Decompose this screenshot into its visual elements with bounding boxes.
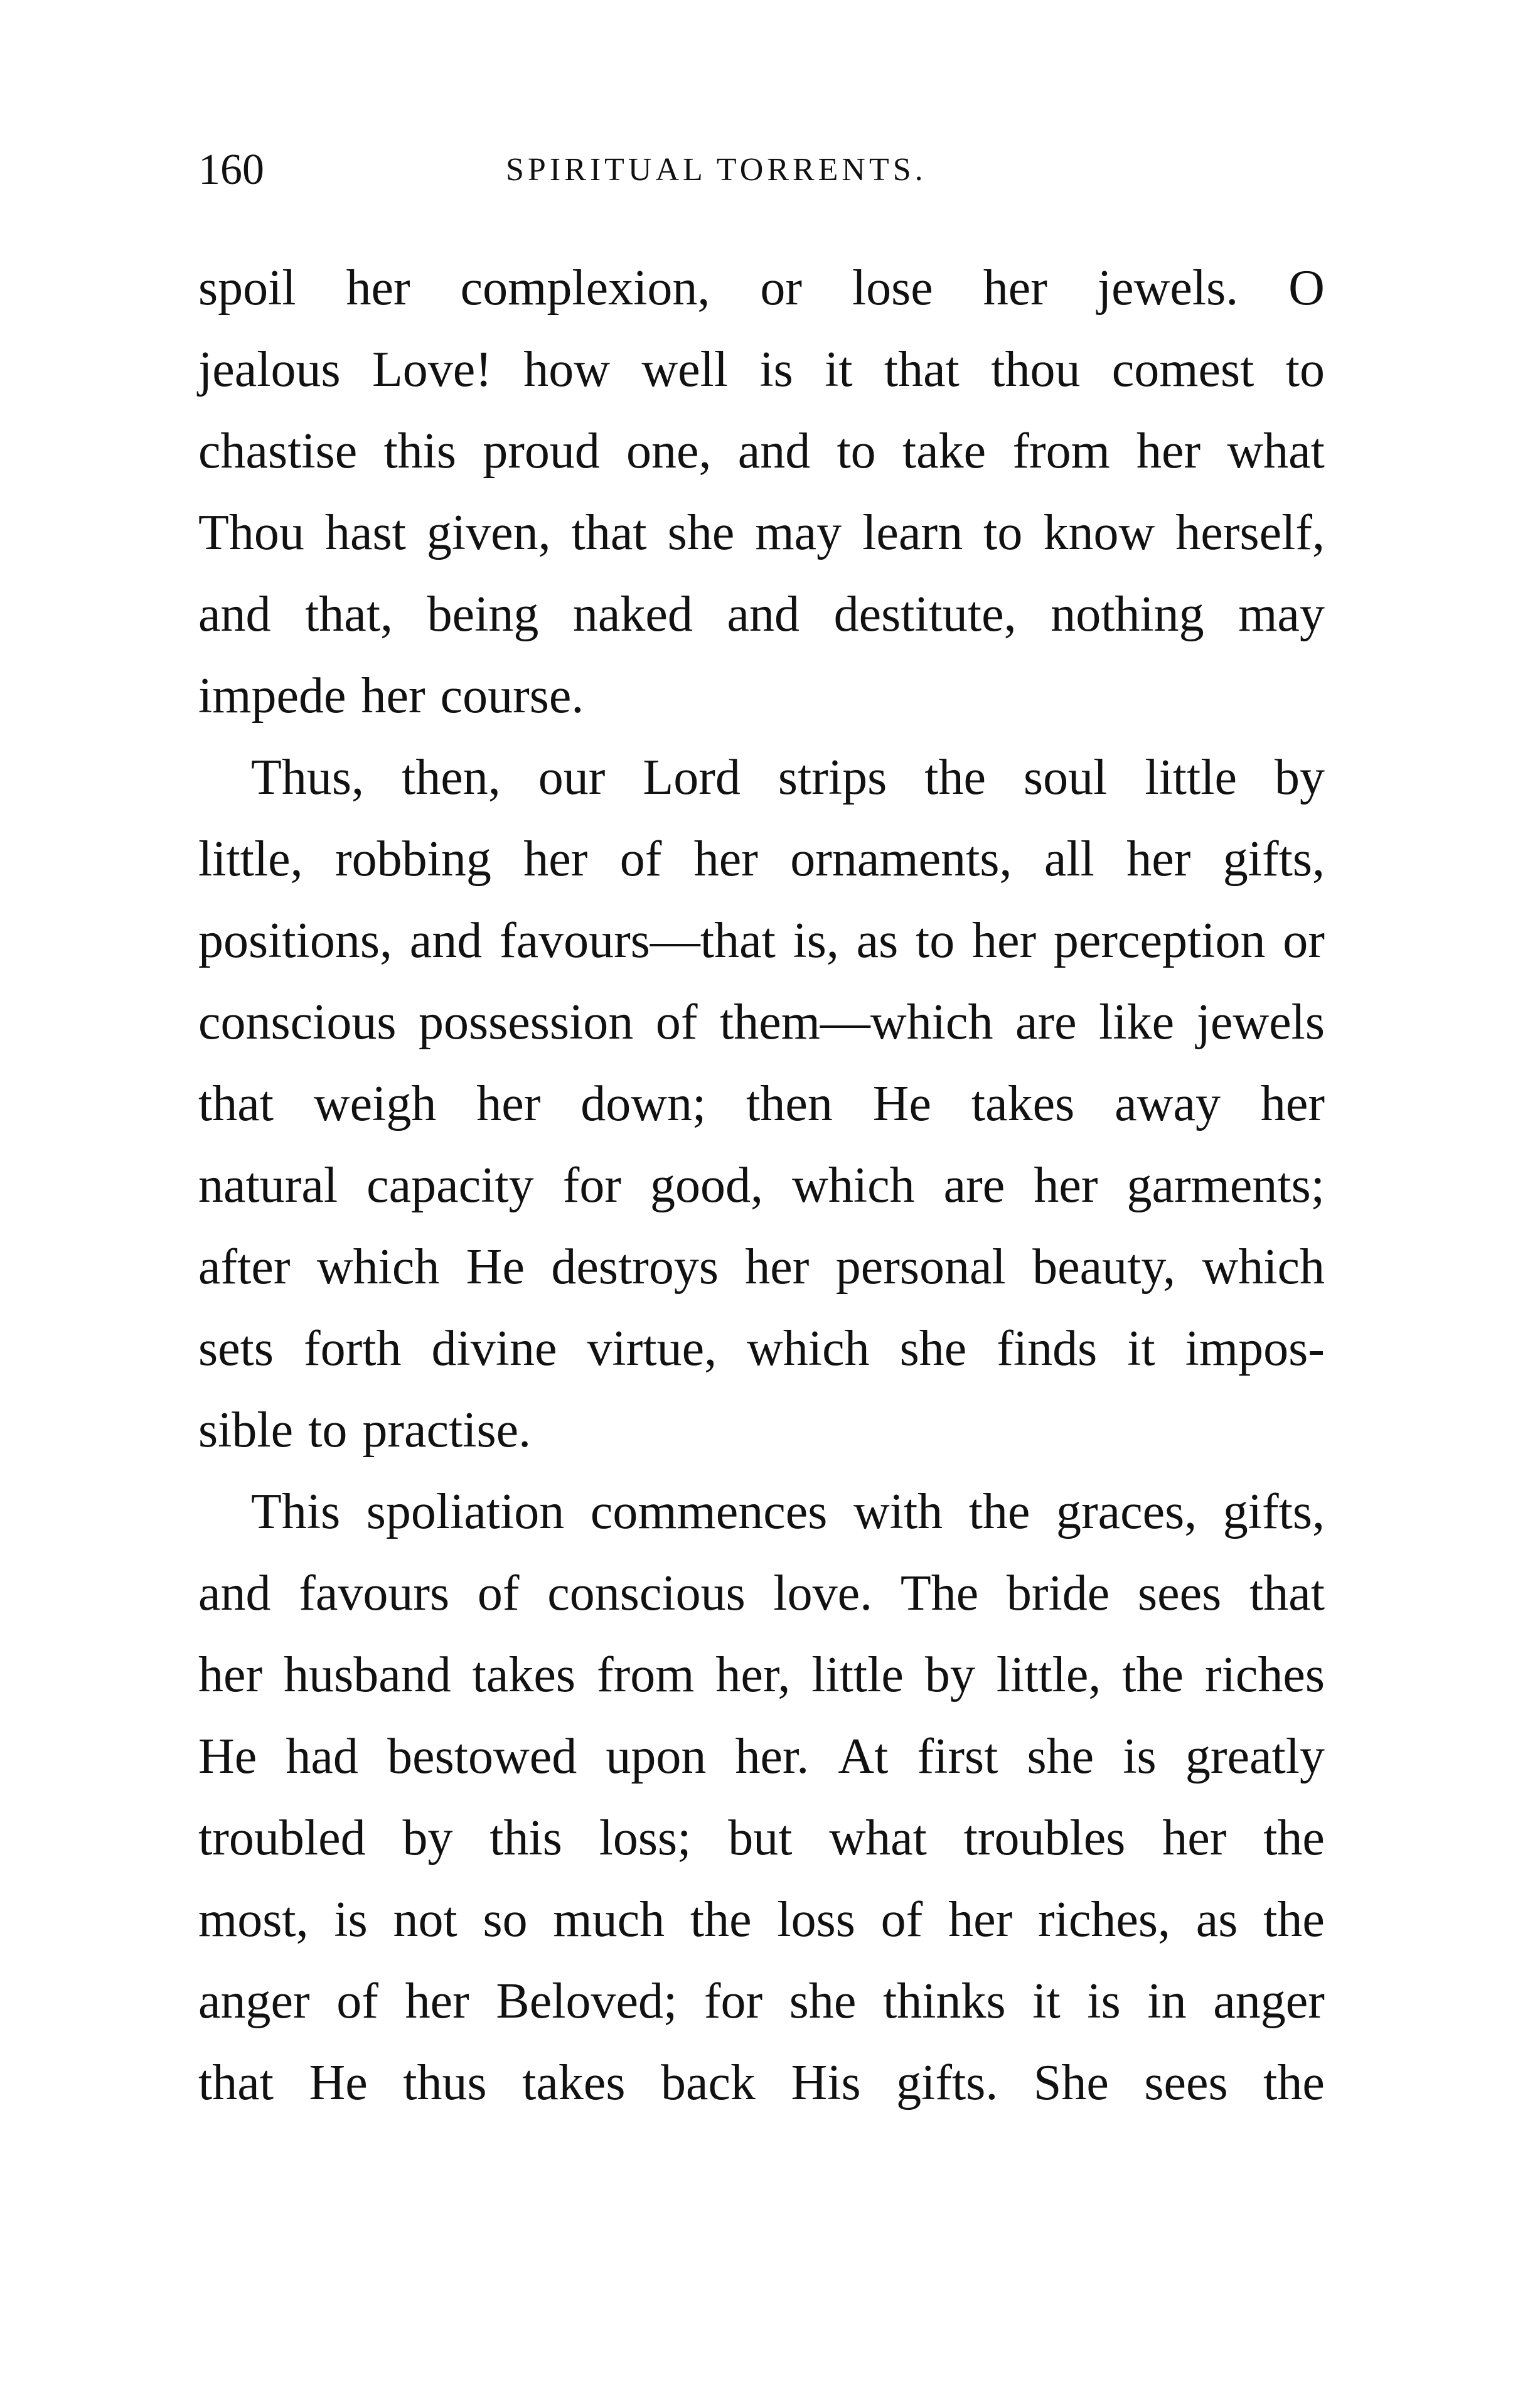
word: love. [773,1566,873,1621]
word: to [308,1403,348,1458]
word: Beloved; [496,1974,678,2029]
word: to [1285,342,1325,397]
word: the [1263,2055,1325,2110]
word: little, [198,832,303,887]
word: one, [626,424,712,479]
word: the [924,750,986,805]
word: what [1227,424,1325,479]
word: impede [198,668,346,724]
word: her [346,260,410,316]
text-line [198,1226,1325,1308]
word: naked [572,587,693,642]
word: to [983,505,1023,560]
word: the [1263,1811,1325,1866]
word: may [755,505,842,560]
word: her [361,668,425,724]
word: are [943,1158,1005,1213]
word: spoil [198,260,296,316]
word: is, [793,913,839,968]
word: for [703,1974,763,2029]
word: her [972,913,1037,968]
word: bride [1006,1566,1110,1621]
text-line [198,1960,1325,2042]
word: takes [522,2055,626,2110]
word: upon [606,1729,707,1784]
word: know [1043,505,1155,560]
word: the [690,1892,752,1947]
word: of [477,1566,520,1621]
text-line [198,1634,1325,1716]
word: she [667,505,735,560]
word: her [1162,1811,1227,1866]
word: conscious [198,995,397,1050]
word: as [856,913,899,968]
word: her [1260,1076,1325,1131]
word: commences [590,1484,828,1539]
word: her [1126,832,1191,887]
word: or [760,260,802,316]
running-title: SPIRITUAL TORRENTS. [506,152,927,188]
word: as [1195,1892,1238,1947]
word: favours [299,1566,450,1621]
word: what [829,1811,927,1866]
word: gifts, [1222,1484,1325,1539]
word: and [198,1566,271,1621]
word: and [727,587,799,642]
word: thus [403,2055,487,2110]
word: after [198,1239,291,1295]
word: take [902,424,987,479]
word: impos- [1185,1321,1325,1376]
word: capacity [366,1158,534,1213]
word: so [483,1892,528,1947]
word: sets [198,1321,274,1376]
word: herself, [1175,505,1325,560]
word: her, [715,1647,791,1703]
word: of [336,1974,378,2029]
word: which [747,1321,870,1376]
word: sible [198,1403,294,1458]
word: positions, [198,913,392,968]
word: anger [1213,1974,1325,2029]
word: from [596,1647,695,1703]
text-line [198,900,1325,982]
page-number: 160 [198,146,264,194]
word: her [405,1974,469,2029]
running-head [198,142,1322,198]
word: spoliation [366,1484,565,1539]
word: then, [402,750,501,805]
word: sees [1138,1566,1222,1621]
word: it [825,342,853,397]
text-line [198,982,1325,1063]
word: and [409,913,483,968]
word: with [853,1484,943,1539]
word: bestowed [387,1729,577,1784]
word: well [641,342,729,397]
word: takes [472,1647,576,1703]
word: soul [1023,750,1108,805]
word: destitute, [833,587,1017,642]
word: and [737,424,811,479]
word: troubles [963,1811,1126,1866]
word: to [837,424,876,479]
word: that [198,2055,274,2110]
text-line [198,818,1325,900]
word: that [571,505,647,560]
word: forth [304,1321,402,1376]
word: practise. [362,1403,532,1458]
word: strips [778,750,887,805]
word: by [402,1811,453,1866]
word: little [811,1647,904,1703]
word: virtue, [587,1321,717,1376]
word: garments; [1126,1158,1325,1213]
word: of [619,832,662,887]
text-line [198,737,1325,818]
word: or [1283,913,1325,968]
word: first [917,1729,998,1784]
text-line [198,492,1325,574]
text-line [198,329,1325,410]
word: anger [198,1974,310,2029]
word: are [1015,995,1077,1050]
text-line [198,1471,1325,1553]
word: she [899,1321,967,1376]
word: personal [835,1239,1006,1295]
word: ornaments, [790,832,1012,887]
word: that [198,1076,274,1131]
word: much [553,1892,665,1947]
word: her. [735,1729,810,1784]
word: takes [971,1076,1075,1131]
word: His [791,2055,861,2110]
word: troubled [198,1811,366,1866]
word: hast [324,505,406,560]
word: her [983,260,1047,316]
word: riches [1204,1647,1325,1703]
word: this [489,1811,562,1866]
word: that [1249,1566,1325,1621]
word: her [476,1076,541,1131]
word: the [968,1484,1030,1539]
word: and [198,587,271,642]
word: little [1145,750,1237,805]
word: natural [198,1158,338,1213]
word: Thus, [251,750,364,805]
word: loss [777,1892,855,1947]
word: this [383,424,457,479]
word: She [1033,2055,1109,2110]
text-line [198,2042,1325,2124]
word: learn [862,505,963,560]
word: jealous [198,342,341,397]
word: her [948,1892,1013,1947]
word: graces, [1056,1484,1197,1539]
word: not [393,1892,457,1947]
word: by [924,1647,975,1703]
text-line [198,410,1325,492]
word: Love! [372,342,492,397]
word: destroys [551,1239,719,1295]
word: thou [991,342,1081,397]
word: her [693,832,758,887]
word: being [427,587,539,642]
word: He [198,1729,257,1784]
word: that [884,342,960,397]
text-line [198,655,1325,737]
word: in [1147,1974,1187,2029]
word: back [660,2055,756,2110]
word: beauty, [1032,1239,1176,1295]
word: perception [1053,913,1266,968]
word: it [1032,1974,1061,2029]
word: is [1087,1974,1121,2029]
word: greatly [1185,1729,1325,1784]
word: then [746,1076,833,1131]
word: good, [650,1158,764,1213]
word: At [838,1729,889,1784]
word: her [198,1647,263,1703]
word: the [1122,1647,1184,1703]
word: down; [580,1076,707,1131]
word: which [792,1158,915,1213]
word: O [1288,260,1325,316]
word: she [789,1974,857,2029]
word: nothing [1051,587,1204,642]
word: course. [440,668,584,724]
text-line [198,1553,1325,1634]
word: the [1263,1892,1325,1947]
word: gifts. [896,2055,998,2110]
word: them—which [719,995,993,1050]
word: possession [419,995,634,1050]
word: is [759,342,793,397]
text-line [198,1308,1325,1389]
word: This [251,1484,341,1539]
word: favours—that [499,913,776,968]
word: jewels. [1097,260,1239,316]
word: by [1274,750,1325,805]
word: sees [1144,2055,1228,2110]
word: which [1202,1239,1325,1295]
word: but [728,1811,793,1866]
word: which [316,1239,440,1295]
word: proud [483,424,600,479]
word: she [1027,1729,1094,1784]
text-line [198,1716,1325,1797]
word: lose [852,260,933,316]
word: her [1136,424,1201,479]
word: from [1012,424,1110,479]
text-line [198,1879,1325,1960]
word: for [562,1158,621,1213]
word: chastise [198,424,358,479]
word: gifts, [1222,832,1325,887]
word: of [880,1892,923,1947]
word: jewels [1196,995,1325,1050]
text-line [198,574,1325,655]
word: of [655,995,698,1050]
word: most, [198,1892,309,1947]
word: conscious [547,1566,746,1621]
word: comest [1111,342,1254,397]
word: away [1115,1076,1221,1131]
text-line [198,1797,1325,1879]
word: how [523,342,611,397]
word: thinks [883,1974,1006,2029]
word: riches, [1037,1892,1170,1947]
word: husband [284,1647,451,1703]
word: is [334,1892,368,1947]
text-line [198,1389,1325,1471]
word: given, [426,505,551,560]
text-line [198,1145,1325,1226]
word: to [916,913,955,968]
word: our [538,750,606,805]
word: her [1034,1158,1098,1213]
word: all [1044,832,1094,887]
word: like [1099,995,1175,1050]
word: divine [431,1321,557,1376]
word: robbing [335,832,491,887]
text-line [198,1063,1325,1145]
word: He [466,1239,525,1295]
body-text [198,247,1325,2124]
word: that, [305,587,393,642]
word: it [1127,1321,1155,1376]
word: may [1238,587,1325,642]
text-line [198,247,1325,329]
word: He [872,1076,932,1131]
word: Lord [643,750,741,805]
word: The [900,1566,979,1621]
word: little, [996,1647,1101,1703]
word: her [523,832,588,887]
word: Thou [198,505,304,560]
word: He [309,2055,368,2110]
word: had [286,1729,358,1784]
word: complexion, [460,260,710,316]
word: her [745,1239,810,1295]
word: finds [997,1321,1098,1376]
word: weigh [313,1076,437,1131]
word: is [1123,1729,1157,1784]
word: loss; [599,1811,692,1866]
